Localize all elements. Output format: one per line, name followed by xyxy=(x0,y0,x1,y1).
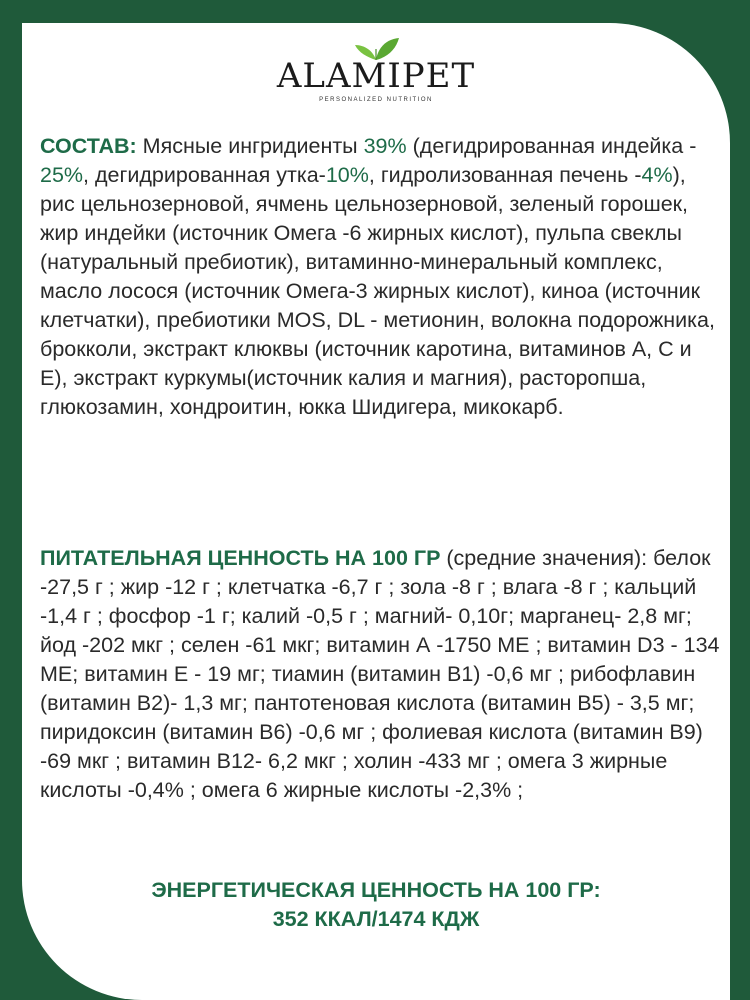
composition-percent-liver: 4% xyxy=(641,163,673,187)
composition-text-4: , гидролизованная печень - xyxy=(368,163,642,187)
content-card xyxy=(22,23,730,1000)
composition-text-1: Мясные ингридиенты xyxy=(136,134,364,158)
energy-heading: ЭНЕРГЕТИЧЕСКАЯ ЦЕННОСТЬ НА 100 ГР: xyxy=(151,878,601,902)
nutrition-text: (средние значения): белок -27,5 г ; жир -12 г ; клетчатка -6,7 г ; зола -8 г ; влага -8 г ; кальций -1,4 г ; фосфор -1 г; калий -0,5 г ; магний- 0,10г; марганец- 2,8 мг; йод -202 мкг ; селен -61 мкг; витамин А -1750 МЕ ; витамин D3 - 134 МЕ; витамин Е - 19 мг; тиамин (витамин В1) -0,6 мг ; рибофлавин (витамин В2)- 1,3 мг; пантотеновая кислота (витамин В5) - 3,5 мг; пиридоксин (витамин В6) -0,6 мг ; фолиевая кислота (витамин В9) -69 мкг ; витамин В12- 6,2 мкг ; холин -433 мг ; омега 3 жирные кислоты -0,4% ; омега 6 жирные кислоты -2,3% ; xyxy=(40,546,720,802)
composition-percent-turkey: 25% xyxy=(40,163,84,187)
brand-name: ALAMIPET xyxy=(276,56,476,96)
brand-tagline: PERSONALIZED NUTRITION xyxy=(319,97,433,103)
composition-percent-duck: 10% xyxy=(325,163,369,187)
energy-value: 352 ККАЛ/1474 КДЖ xyxy=(272,907,480,931)
brand-logo xyxy=(22,35,730,103)
composition-text-3: , дегидрированная утка- xyxy=(83,163,326,187)
energy-section xyxy=(22,876,730,934)
nutrition-section xyxy=(40,544,720,805)
composition-heading: СОСТАВ: xyxy=(40,134,137,158)
composition-section xyxy=(40,132,720,422)
nutrition-heading: ПИТАТЕЛЬНАЯ ЦЕННОСТЬ НА 100 ГР xyxy=(40,546,441,570)
composition-text-2: (дегидрированная индейка - xyxy=(406,134,697,158)
composition-percent-meat: 39% xyxy=(363,134,407,158)
composition-text-5: ), рис цельнозерновой, ячмень цельнозерновой, зеленый горошек, жир индейки (источник Омега -6 жирных кислот), пульпа свеклы (натуральный пребиотик), витаминно-минеральный комплекс, масло лосося (источник Омега-3 жирных кислот), киноа (источник клетчатки), пребиотики MOS, DL - метионин, волокна подорожника, брокколи, экстракт клюквы (источник каротина, витаминов A, C и E), экстракт куркумы(источник калия и магния), расторопша, глюкозамин, хондроитин, юкка Шидигера, микокарб. xyxy=(40,163,715,419)
